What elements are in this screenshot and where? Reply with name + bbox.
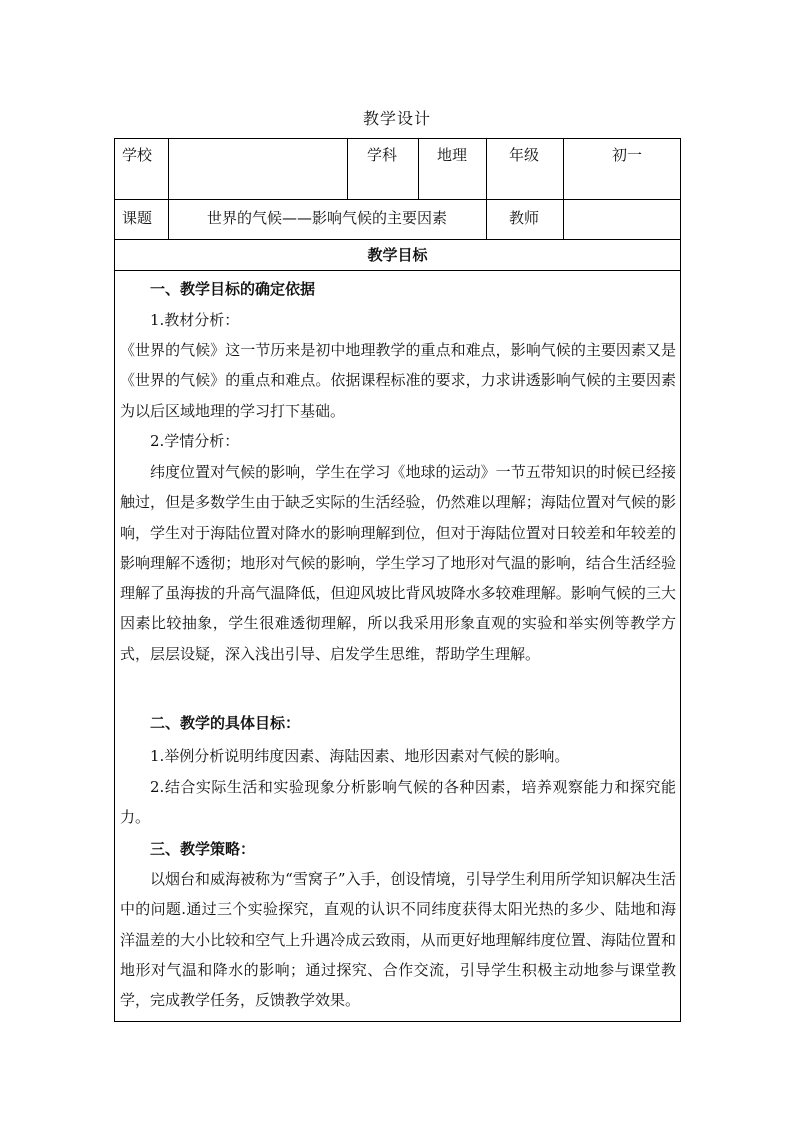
school-label: 学校 — [122, 146, 153, 164]
col-divider-2 — [347, 138, 348, 199]
row-divider-3 — [114, 270, 681, 271]
topic-value: 世界的气候——影响气候的主要因素 — [206, 209, 447, 227]
heading-strategy: 三、教学策略： — [150, 840, 256, 858]
row-divider-1 — [114, 199, 681, 200]
goal-item-2: 2.结合实际生活和实验现象分析影响气候的各种因素，培养观察能力和探究能力。 — [120, 778, 676, 827]
col-divider-5 — [563, 138, 564, 239]
section-title: 教学目标 — [367, 246, 428, 264]
paragraph-strategy: 以烟台和威海被称为“雪窝子”入手，创设情境，引导学生利用所学知识解决生活中的问题.通过三个实验探究，直观的认识不同纬度获得太阳光热的多少、陆地和海洋温差的大小比较和空气上升遇冷成云致雨，从而更好地理解纬度位置、海陆位置和地形对气温和降水的影响；通过探究、合作交流，引导学生积极主动地参与课堂教学，完成教学任务，反馈教学效果。 — [120, 870, 676, 1010]
grade-value: 初一 — [612, 146, 643, 164]
subject-value: 地理 — [437, 146, 468, 164]
subject-label: 学科 — [367, 146, 398, 164]
subheading-student-analysis: 2.学情分析： — [150, 432, 240, 450]
paragraph-student-analysis: 纬度位置对气候的影响，学生在学习《地球的运动》一节五带知识的时候已经接触过，但是多数学生由于缺乏实际的生活经验，仍然难以理解；海陆位置对气候的影响，学生对于海陆位置对降水的影响理解到位，但对于海陆位置对日较差和年较差的影响理解不透彻；地形对气候的影响，学生学习了地形对气温的影响，结合生活经验理解了虽海拔的升高气温降低，但迎风坡比背风坡降水多较难理解。影响气候的三大因素比较抽象，学生很难透彻理解，所以我采用形象直观的实验和举实例等教学方式，层层设疑，深入浅出引导、启发学生思维，帮助学生理解。 — [120, 463, 676, 663]
row-divider-2 — [114, 239, 681, 240]
heading-specific-goals: 二、教学的具体目标： — [150, 714, 301, 732]
document-title: 教学设计 — [362, 109, 431, 128]
grade-label: 年级 — [509, 146, 540, 164]
subheading-textbook-analysis: 1.教材分析： — [150, 311, 240, 329]
goal-item-1: 1.举例分析说明纬度因素、海陆因素、地形因素对气候的影响。 — [150, 747, 570, 765]
col-divider-4 — [486, 138, 487, 239]
topic-label: 课题 — [122, 209, 153, 227]
col-divider-3 — [418, 138, 419, 199]
heading-basis: 一、教学目标的确定依据 — [150, 280, 316, 298]
paragraph-textbook-analysis: 《世界的气候》这一节历来是初中地理教学的重点和难点，影响气候的主要因素又是《世界的气候》的重点和难点。依据课程标准的要求，力求讲透影响气候的主要因素为以后区域地理的学习打下基础。 — [120, 341, 676, 420]
teacher-label: 教师 — [509, 209, 540, 227]
